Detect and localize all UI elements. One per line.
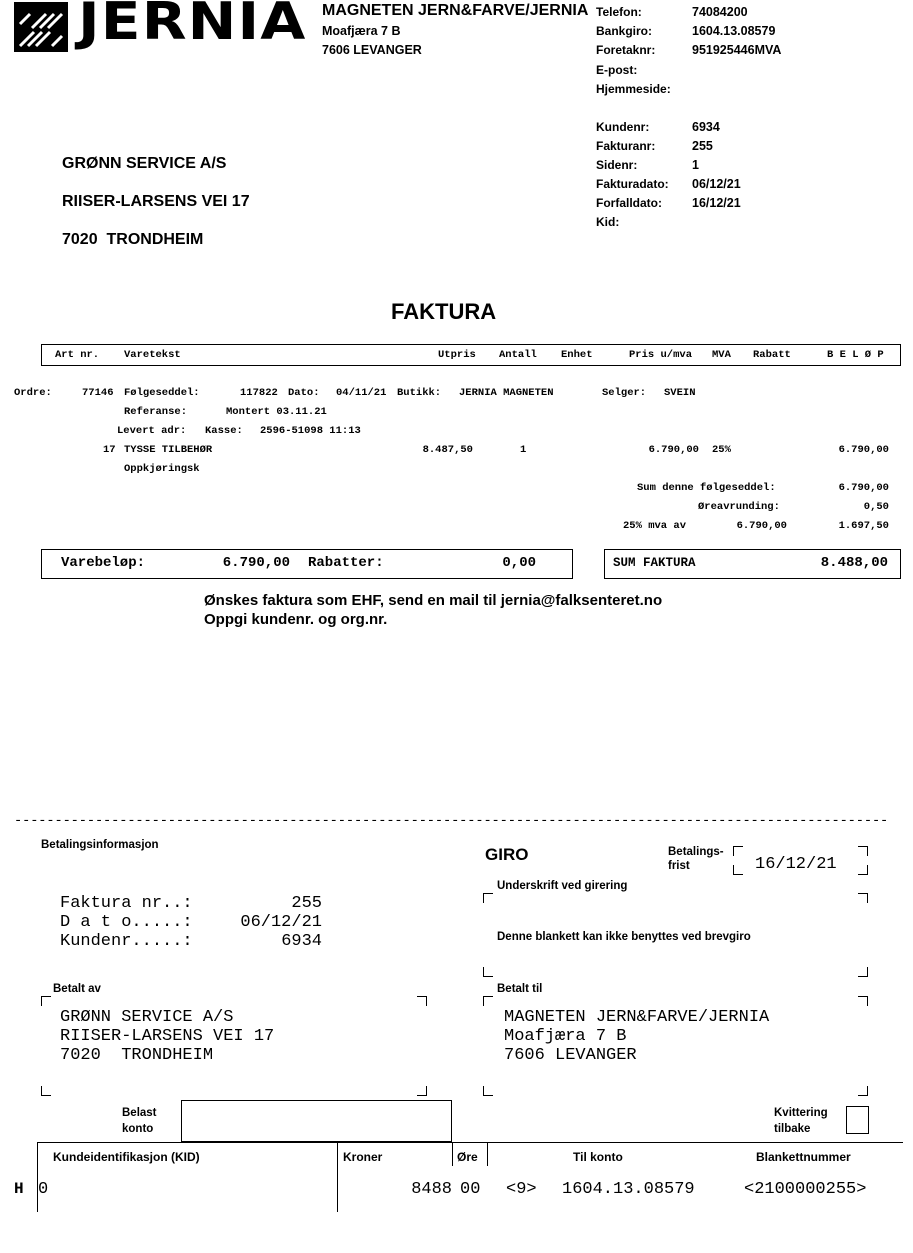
h-mark: H	[14, 1180, 24, 1198]
note-ehf: Ønskes faktura som EHF, send en mail til jernia@falksenteret.no	[204, 592, 663, 609]
giro-faktura-value: 255	[291, 894, 322, 913]
betalingsfrist-label-2: frist	[668, 860, 690, 872]
belast-konto-field[interactable]	[181, 1100, 452, 1142]
betalt-av-corner	[41, 996, 51, 1006]
telefon-value: 74084200	[692, 5, 748, 19]
rabatter-value: 0,00	[502, 555, 536, 571]
foretaknr-value: 951925446MVA	[692, 43, 782, 57]
sum-label: Sum denne følgeseddel:	[637, 482, 776, 494]
betalt-av-line-2: RIISER-LARSENS VEI 17	[60, 1027, 275, 1046]
varebelop-box	[41, 549, 573, 579]
ordre-label: Ordre:	[14, 387, 52, 399]
item-art: 17	[103, 444, 116, 456]
betalingsfrist-value: 16/12/21	[755, 855, 837, 874]
kid-value: 0	[38, 1180, 49, 1199]
bankgiro-value: 1604.13.08579	[692, 24, 776, 38]
betalt-til-corner	[858, 1086, 868, 1096]
betalt-til-line-3: 7606 LEVANGER	[504, 1046, 637, 1065]
giro-dato-value: 06/12/21	[240, 913, 322, 932]
betalt-til-line-1: MAGNETEN JERN&FARVE/JERNIA	[504, 1008, 770, 1027]
giro-faktura-label: Faktura nr..:	[60, 894, 193, 913]
sum-faktura-label: SUM FAKTURA	[613, 556, 696, 570]
avrunding-value: 0,50	[863, 501, 889, 513]
col-varetekst: Varetekst	[124, 349, 181, 361]
kontrollsiffer: <9>	[506, 1180, 537, 1199]
epost-label: E-post:	[596, 63, 638, 77]
dato-label: Dato:	[288, 387, 320, 399]
seller-address: Moafjæra 7 B	[322, 24, 401, 38]
sidenr-label: Sidenr:	[596, 158, 638, 172]
forfalldato-value: 16/12/21	[692, 196, 741, 210]
til-konto-value: 1604.13.08579	[562, 1180, 695, 1199]
item-belop: 6.790,00	[838, 444, 889, 456]
betalt-av-corner	[417, 1086, 427, 1096]
strip-divider	[37, 1142, 38, 1212]
referanse-value: Montert 03.11.21	[226, 406, 327, 418]
betalingsinfo-label: Betalingsinformasjon	[41, 839, 159, 851]
table-header	[41, 344, 901, 366]
folgeseddel-label: Følgeseddel:	[124, 387, 200, 399]
kroner-col-label: Kroner	[343, 1150, 383, 1164]
fakturadato-label: Fakturadato:	[596, 177, 669, 191]
logo-mark-icon	[14, 2, 68, 52]
col-antall: Antall	[499, 349, 537, 361]
logo-wordmark: JERNIA	[78, 0, 307, 52]
giro-kundenr-value: 6934	[281, 932, 322, 951]
cut-line: ------------------------------------------------------------------------------------------------------------	[14, 814, 889, 829]
folgeseddel-no: 117822	[240, 387, 278, 399]
strip-divider	[337, 1142, 338, 1212]
hjemmeside-label: Hjemmeside:	[596, 82, 671, 96]
kvittering-label-2: tilbake	[774, 1123, 811, 1135]
item-text: TYSSE TILBEHØR	[124, 444, 213, 456]
levert-label: Levert adr:	[117, 425, 187, 437]
ore-value: 00	[460, 1180, 481, 1199]
customer-city: 7020 TRONDHEIM	[62, 231, 204, 248]
ordre-no: 77146	[82, 387, 114, 399]
sidenr-value: 1	[692, 158, 699, 172]
col-art-nr: Art nr.	[55, 349, 100, 361]
frist-corner	[858, 865, 868, 875]
varebelop-label: Varebeløp:	[61, 555, 146, 571]
betalt-av-corner	[41, 1086, 51, 1096]
referanse-label: Referanse:	[124, 406, 188, 418]
giro-dato-label: D a t o.....:	[60, 913, 193, 932]
frist-corner	[733, 865, 743, 875]
betalt-til-line-2: Moafjæra 7 B	[504, 1027, 627, 1046]
frist-corner	[733, 846, 743, 856]
bottom-strip-top-line	[37, 1142, 903, 1143]
betalt-av-corner	[417, 996, 427, 1006]
giro-kundenr-label: Kundenr.....:	[60, 932, 193, 951]
item-utpris: 8.487,50	[422, 444, 473, 456]
betalt-til-corner	[483, 1086, 493, 1096]
blankett-col-label: Blankettnummer	[756, 1150, 851, 1164]
col-belop: B E L Ø P	[827, 349, 884, 361]
selger-label: Selger:	[602, 387, 647, 399]
customer-name: GRØNN SERVICE A/S	[62, 155, 227, 172]
varebelop-value: 6.790,00	[222, 555, 290, 571]
jernia-logo	[14, 0, 307, 52]
kroner-value: 8488	[411, 1180, 452, 1199]
betalt-til-corner	[858, 996, 868, 1006]
underskrift-corner	[483, 967, 493, 977]
kid-label: Kid:	[596, 215, 620, 229]
underskrift-corner	[858, 967, 868, 977]
kundenr-value: 6934	[692, 120, 720, 134]
sum-value: 6.790,00	[838, 482, 889, 494]
mva-value: 1.697,50	[838, 520, 889, 532]
betalingsfrist-label-1: Betalings-	[668, 846, 724, 858]
col-utpris: Utpris	[438, 349, 476, 361]
mva-base: 6.790,00	[736, 520, 787, 532]
belast-label-1: Belast	[122, 1107, 157, 1119]
col-enhet: Enhet	[561, 349, 593, 361]
underskrift-corner	[858, 893, 868, 903]
selger-value: SVEIN	[664, 387, 696, 399]
customer-address: RIISER-LARSENS VEI 17	[62, 193, 250, 210]
giro-title: GIRO	[485, 845, 529, 864]
item-pris: 6.790,00	[648, 444, 699, 456]
note-kundenr: Oppgi kundenr. og org.nr.	[204, 611, 388, 628]
butikk-label: Butikk:	[397, 387, 442, 399]
rabatter-label: Rabatter:	[308, 555, 384, 571]
sum-faktura-box	[604, 549, 901, 579]
sum-faktura-value: 8.488,00	[820, 555, 888, 571]
butikk-value: JERNIA MAGNETEN	[459, 387, 554, 399]
kundenr-label: Kundenr:	[596, 120, 650, 134]
fakturanr-value: 255	[692, 139, 713, 153]
belast-label-2: konto	[122, 1123, 154, 1135]
frist-corner	[858, 846, 868, 856]
betalt-til-corner	[483, 996, 493, 1006]
betalt-av-line-1: GRØNN SERVICE A/S	[60, 1008, 234, 1027]
bankgiro-label: Bankgiro:	[596, 24, 653, 38]
betalt-av-label: Betalt av	[53, 983, 101, 995]
col-rabatt: Rabatt	[753, 349, 791, 361]
kvittering-label-1: Kvittering	[774, 1107, 828, 1119]
item-antall: 1	[520, 444, 527, 456]
seller-name: MAGNETEN JERN&FARVE/JERNIA	[322, 2, 589, 19]
item-subtext: Oppkjøringsk	[124, 463, 200, 475]
blankettnummer-value: <2100000255>	[744, 1180, 867, 1199]
brevgiro-note: Denne blankett kan ikke benyttes ved brevgiro	[497, 931, 751, 943]
betalt-av-line-3: 7020 TRONDHEIM	[60, 1046, 214, 1065]
til-konto-col-label: Til konto	[573, 1150, 623, 1164]
telefon-label: Telefon:	[596, 5, 642, 19]
strip-divider	[452, 1142, 453, 1166]
col-mva: MVA	[712, 349, 731, 361]
seller-city: 7606 LEVANGER	[322, 43, 422, 57]
avrunding-label: Øreavrunding:	[698, 501, 780, 513]
betalt-til-label: Betalt til	[497, 983, 543, 995]
ore-col-label: Øre	[457, 1150, 478, 1164]
fakturanr-label: Fakturanr:	[596, 139, 656, 153]
dato-value: 04/11/21	[336, 387, 387, 399]
foretaknr-label: Foretaknr:	[596, 43, 656, 57]
item-mva: 25%	[712, 444, 731, 456]
strip-divider	[487, 1142, 488, 1166]
mva-label: 25% mva av	[623, 520, 687, 532]
kasse-label: Kasse:	[205, 425, 243, 437]
kasse-value: 2596-51098 11:13	[260, 425, 361, 437]
kid-col-label: Kundeidentifikasjon (KID)	[53, 1150, 200, 1164]
underskrift-corner	[483, 893, 493, 903]
underskrift-label: Underskrift ved girering	[497, 880, 628, 892]
kvittering-checkbox[interactable]	[846, 1106, 869, 1134]
forfalldato-label: Forfalldato:	[596, 196, 662, 210]
document-title: FAKTURA	[391, 299, 497, 324]
col-pris: Pris u/mva	[629, 349, 693, 361]
fakturadato-value: 06/12/21	[692, 177, 741, 191]
